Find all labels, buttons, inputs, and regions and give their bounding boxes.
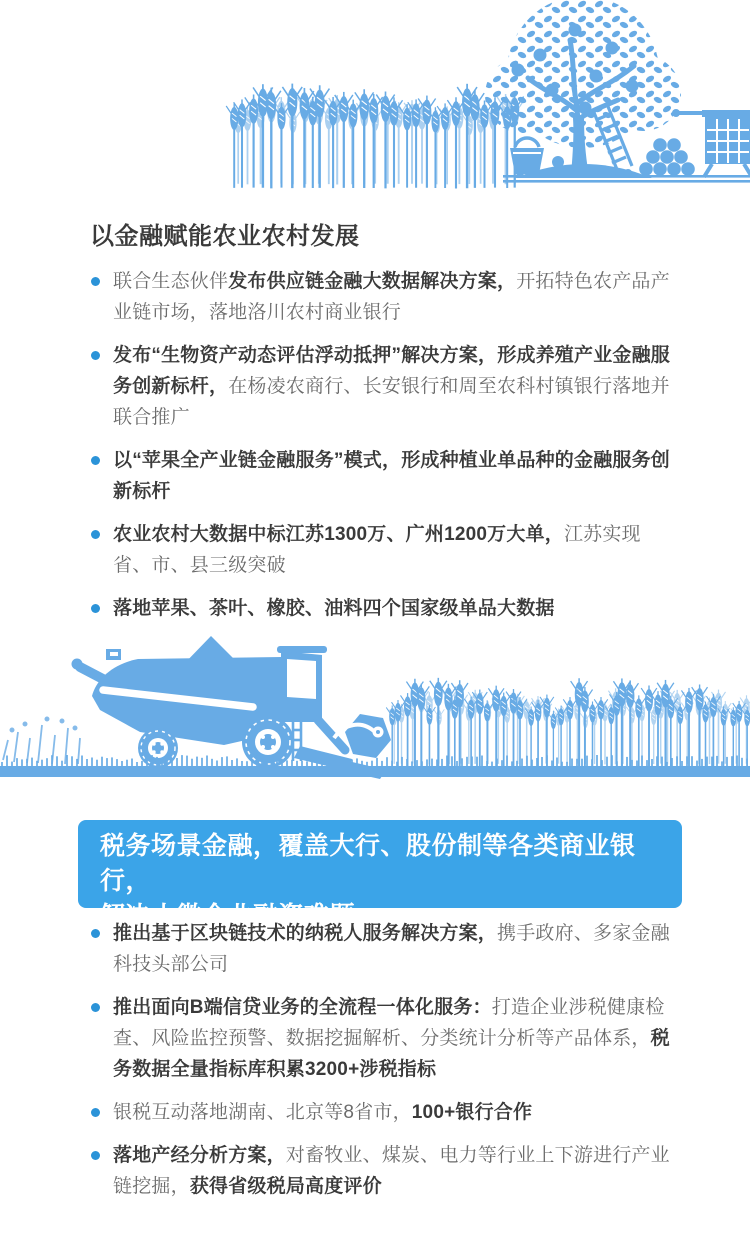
- section-title: 以金融赋能农业农村发展: [90, 223, 360, 250]
- text-run: 在杨凌农商行、长安银行和周至农科村镇银行落地并联合推广: [113, 376, 670, 428]
- bold-run: 发布供应链金融大数据解决方案，: [228, 271, 517, 292]
- bullet-item: [90, 445, 672, 507]
- text-run: 银税互动落地湖南、北京等8省市，: [113, 1102, 412, 1123]
- bold-run: 获得省级税局高度评价: [189, 1176, 382, 1197]
- banner-line: 税务场景金融，覆盖大行、股份制等各类商业银行，: [100, 832, 636, 895]
- banner-tax-finance: [78, 820, 682, 930]
- bullet-item: [90, 266, 672, 328]
- ground-bar: [0, 766, 750, 777]
- header-illustration: [0, 0, 750, 200]
- text-run: 打造企业涉税健康检查、风险监控预警、数据挖掘解析、分类统计分析等产品体系，: [113, 997, 665, 1049]
- wheat-field-illustration: [386, 678, 750, 769]
- bullet-item: [90, 519, 672, 581]
- bullet-item: [90, 992, 672, 1085]
- bold-run: 推出基于区块链技术的纳税人服务解决方案，: [113, 923, 498, 944]
- bold-run: 税务数据全量指标库积累3200+涉税指标: [113, 1028, 670, 1080]
- bold-run: 落地产经分析方案，: [113, 1145, 286, 1166]
- ground-line: [503, 175, 750, 183]
- bold-run: 农业农村大数据中标江苏1300万、广州1200万大单，: [113, 524, 564, 545]
- wheel-icon: [242, 716, 294, 768]
- text-run: 携手政府、多家金融科技头部公司: [113, 923, 670, 975]
- bullet-item: [90, 1097, 672, 1128]
- text-run: 对畜牧业、煤炭、电力等行业上下游进行产业链挖掘，: [113, 1145, 670, 1197]
- bold-run: 100+银行合作: [411, 1102, 533, 1123]
- apple-pile-icon: [639, 138, 695, 176]
- text-run: 江苏实现省、市、县三级突破: [113, 524, 641, 576]
- combine-harvester-icon: [72, 636, 392, 779]
- harvester-illustration: [0, 620, 750, 780]
- bullet-list: [90, 266, 672, 624]
- bold-run: 落地苹果、茶叶、橡胶、油料四个国家级单品大数据: [113, 598, 555, 619]
- basket-icon: [510, 138, 544, 174]
- section-agriculture-finance: [90, 220, 672, 636]
- bullet-item: [90, 918, 672, 980]
- grass-tuft: [3, 717, 80, 764]
- bullet-item: [90, 1140, 672, 1202]
- bullet-list: [90, 918, 672, 1202]
- bold-run: 以“苹果全产业链金融服务”模式，形成种植业单品种的金融服务创新标杆: [113, 450, 671, 502]
- section-tax-finance: [90, 918, 672, 1214]
- text-run: 联合生态伙伴: [113, 271, 229, 292]
- wheat-field-illustration: [226, 84, 523, 189]
- bold-run: 推出面向B端信贷业务的全流程一体化服务：: [113, 997, 492, 1018]
- bold-run: 发布“生物资产动态评估浮动抵押”解决方案，形成养殖产业金融服务创新标杆，: [113, 345, 671, 397]
- banner-line: 解决小微企业融资难题: [100, 902, 356, 930]
- text-run: 开拓特色农产品产业链市场，落地洛川农村商业银行: [113, 271, 670, 323]
- apple-tree-illustration: [485, 0, 695, 178]
- bullet-item: [90, 340, 672, 433]
